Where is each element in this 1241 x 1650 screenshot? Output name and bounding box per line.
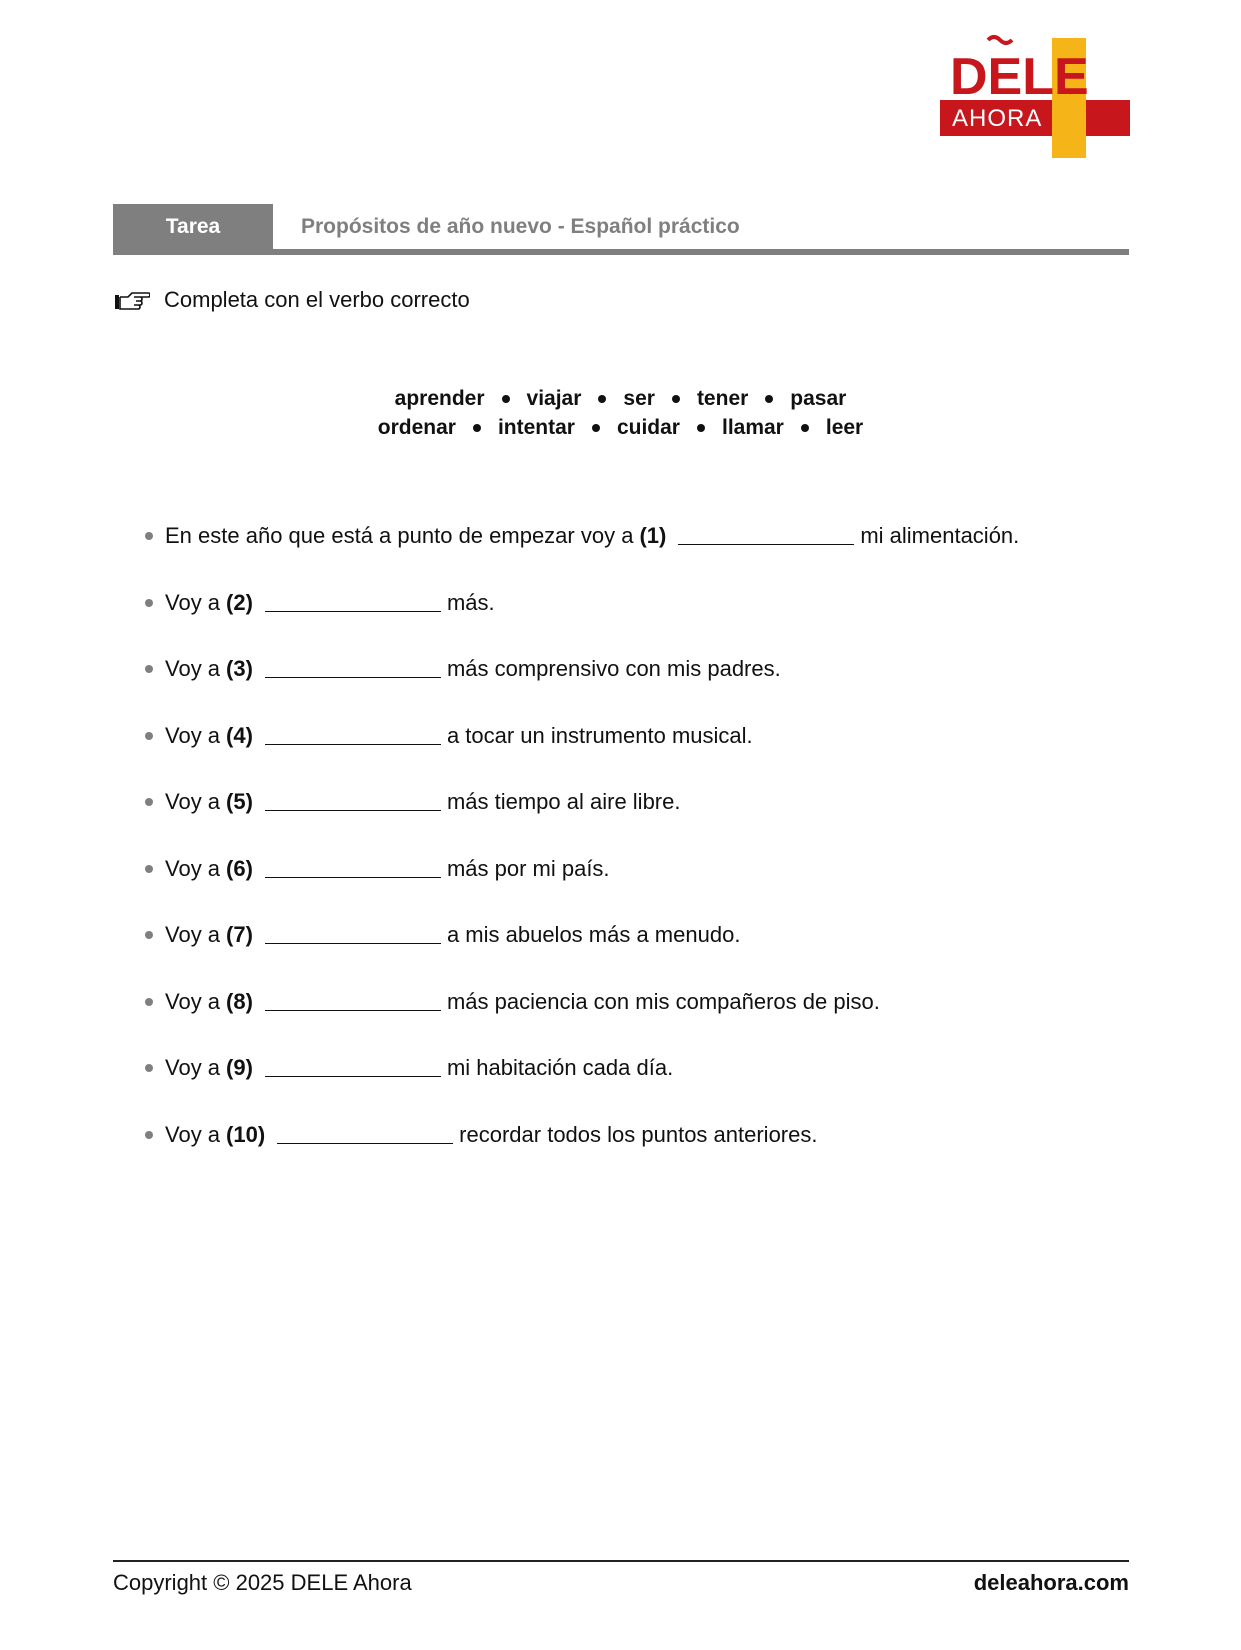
exercise-number: (8) (226, 988, 253, 1014)
word-bank-word: ordenar (377, 416, 456, 439)
answer-blank[interactable] (265, 853, 441, 878)
exercise-number: (10) (226, 1121, 266, 1147)
bullet (145, 532, 153, 540)
answer-blank[interactable] (265, 986, 441, 1011)
exercise-number: (6) (226, 855, 253, 881)
bullet (145, 931, 153, 939)
word-separator-dot (592, 424, 600, 432)
exercise-text-before: Voy a (165, 1121, 221, 1147)
exercise-text-after: mi habitación cada día. (446, 1055, 674, 1080)
answer-blank[interactable] (265, 720, 441, 745)
word-separator-dot (765, 395, 773, 403)
word-separator-dot (801, 424, 809, 432)
exercise-text-after: más comprensivo con mis padres. (446, 656, 781, 681)
footer-rule (113, 1560, 1129, 1562)
task-tab-label: Tarea (113, 204, 273, 250)
instruction-text: Completa con el verbo correcto (164, 287, 470, 312)
exercise-item (145, 853, 1145, 920)
word-separator-dot (697, 424, 705, 432)
word-separator-dot (598, 395, 606, 403)
answer-blank[interactable] (265, 786, 441, 811)
word-bank-word: llamar (721, 416, 784, 439)
exercise-text-after: a mis abuelos más a menudo. (446, 922, 741, 947)
exercise-text-before: Voy a (165, 656, 221, 681)
word-separator-dot (502, 395, 510, 403)
bullet (145, 1131, 153, 1139)
task-header (113, 204, 1129, 256)
footer-copyright: Copyright © 2025 DELE Ahora (113, 1570, 412, 1595)
word-bank-word: ser (623, 387, 655, 410)
exercise-text-before: Voy a (165, 988, 221, 1014)
bullet (145, 798, 153, 806)
answer-blank[interactable] (678, 520, 854, 545)
exercise-text-before: Voy a (165, 722, 221, 748)
pointing-hand-icon (114, 288, 150, 312)
word-bank-word: cuidar (616, 416, 680, 439)
word-bank (0, 384, 1241, 442)
exercise-number: (3) (226, 656, 253, 681)
answer-blank[interactable] (265, 919, 441, 944)
exercise-number: (4) (226, 722, 253, 748)
header-rule (113, 249, 1129, 255)
exercise-text-after: más tiempo al aire libre. (446, 789, 681, 814)
word-bank-row-1 (0, 384, 1241, 413)
answer-blank[interactable] (265, 1052, 441, 1077)
answer-blank[interactable] (265, 587, 441, 612)
word-bank-word: intentar (497, 416, 575, 439)
exercise-text-before: Voy a (165, 855, 221, 881)
exercise-number: (9) (226, 1055, 253, 1080)
exercise-text-after: a tocar un instrumento musical. (446, 722, 753, 748)
word-separator-dot (473, 424, 481, 432)
bullet (145, 599, 153, 607)
word-bank-row-2 (0, 413, 1241, 442)
exercise-item (145, 587, 1145, 654)
footer-website-link[interactable]: deleahora.com (973, 1570, 1129, 1595)
answer-blank[interactable] (277, 1119, 453, 1144)
bullet (145, 732, 153, 740)
answer-blank[interactable] (265, 653, 441, 678)
bullet (145, 1064, 153, 1072)
word-bank-word: pasar (790, 387, 847, 410)
exercise-number: (2) (226, 589, 253, 615)
word-bank-word: leer (825, 416, 864, 439)
exercise-text-before: En este año que está a punto de empezar voy a (165, 523, 634, 548)
exercise-item (145, 520, 1145, 587)
bullet (145, 998, 153, 1006)
word-separator-dot (672, 395, 680, 403)
instruction (114, 284, 470, 316)
word-bank-word: viajar (526, 387, 582, 410)
exercise-number: (7) (226, 922, 253, 947)
dele-ahora-logo (940, 30, 1130, 158)
exercise-list (145, 520, 1145, 1185)
bullet (145, 665, 153, 673)
exercise-text-before: Voy a (165, 1055, 221, 1080)
exercise-item (145, 720, 1145, 787)
exercise-item (145, 986, 1145, 1053)
exercise-text-after: más por mi país. (446, 855, 610, 881)
exercise-number: (1) (639, 523, 667, 548)
exercise-text-before: Voy a (165, 589, 221, 615)
exercise-text-after: más paciencia con mis compañeros de piso. (446, 988, 880, 1014)
exercise-item (145, 653, 1145, 720)
word-bank-word: tener (696, 387, 749, 410)
exercise-text-after: mi alimentación. (860, 523, 1020, 548)
exercise-text-before: Voy a (165, 922, 221, 947)
word-bank-word: aprender (394, 387, 485, 410)
task-title: Propósitos de año nuevo - Español práctico (301, 215, 740, 238)
logo-dele-text: DELE (950, 48, 1089, 106)
exercise-item (145, 919, 1145, 986)
logo-tilde (988, 37, 1012, 43)
exercise-item (145, 1052, 1145, 1119)
exercise-item (145, 786, 1145, 853)
exercise-item (145, 1119, 1145, 1186)
logo-ahora-text: AHORA (952, 105, 1043, 132)
exercise-text-after: más. (446, 589, 495, 615)
exercise-text-before: Voy a (165, 789, 221, 814)
bullet (145, 865, 153, 873)
exercise-number: (5) (226, 789, 253, 814)
exercise-text-after: recordar todos los puntos anteriores. (459, 1121, 818, 1147)
